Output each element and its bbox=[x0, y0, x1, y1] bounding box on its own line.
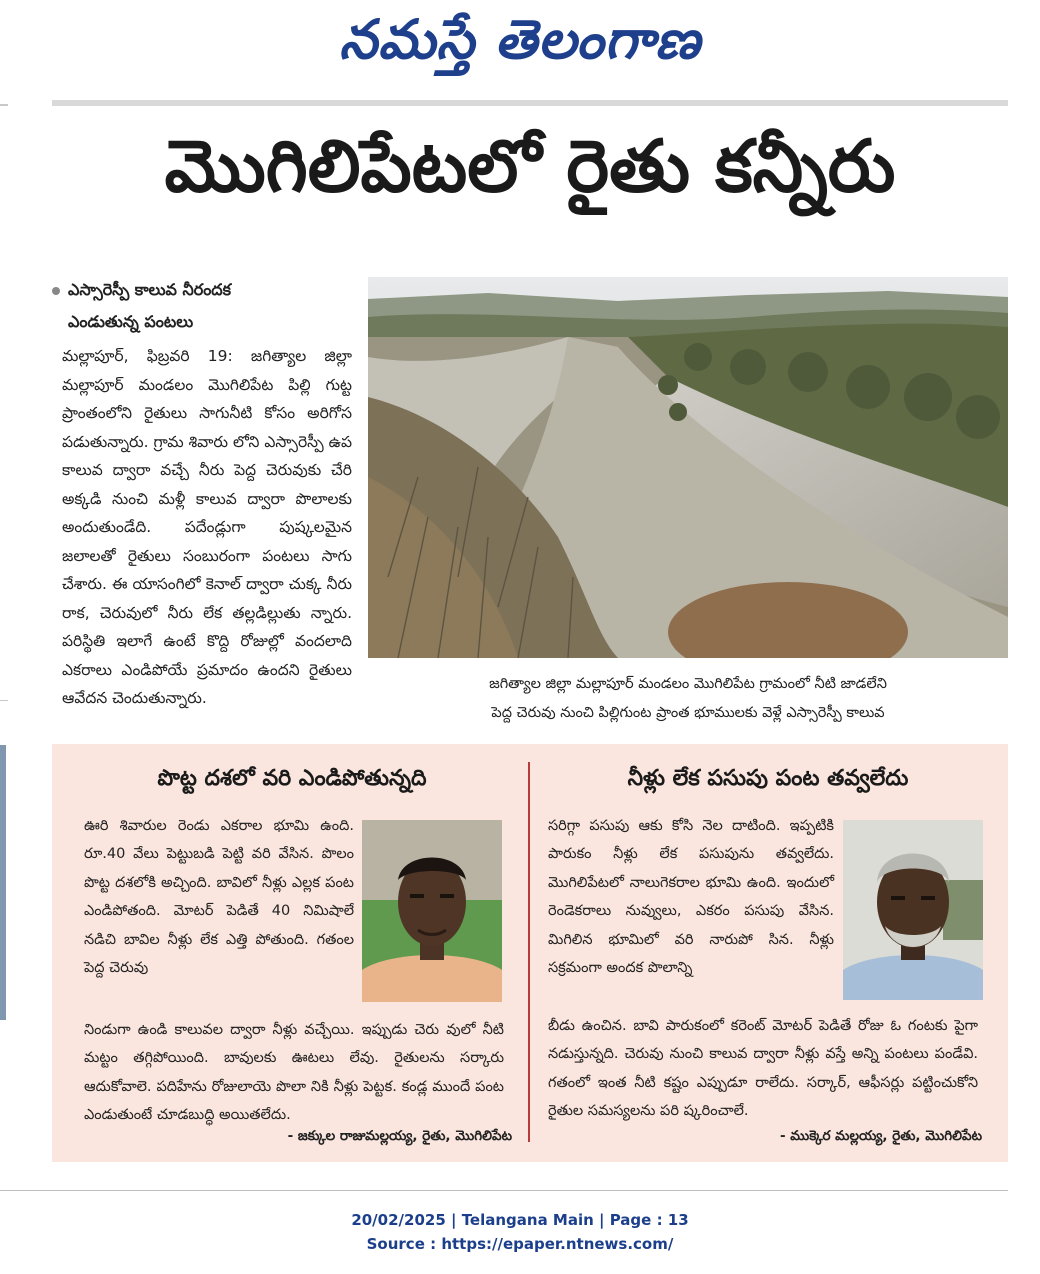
farmer-portrait-left-image bbox=[362, 820, 502, 1002]
right-quote-signature: - ముక్కెర మల్లయ్య, రైతు, మొగిలిపేట bbox=[779, 1128, 982, 1144]
photo-caption bbox=[368, 670, 1008, 728]
farmer-portrait-right bbox=[843, 820, 983, 1000]
edge-photo-fragment bbox=[0, 745, 6, 1020]
right-quote-heading: నీళ్లు లేక పసుపు పంట తవ్వలేదు bbox=[627, 766, 909, 791]
article-subhead bbox=[52, 274, 231, 338]
masthead-divider bbox=[52, 100, 1008, 106]
caption-line-1: జగిత్యాల జిల్లా మల్లాపూర్ మండలం మొగిలిపేట గ్రామంలో నీటి జాడలేని bbox=[489, 676, 887, 692]
farmer-portrait-left bbox=[362, 820, 502, 1002]
newspaper-masthead: నమస్తే తెలంగాణ bbox=[339, 8, 701, 71]
article-headline: మొగిలిపేటలో రైతు కన్నీరు bbox=[164, 124, 896, 208]
dry-canal-image bbox=[368, 277, 1008, 658]
caption-line-2: పెద్ద చెరువు నుంచి పిల్లిగుంట ప్రాంత భూములకు వెళ్లే ఎస్సారెస్పీ కాలువ bbox=[491, 705, 885, 721]
footer-source-link[interactable]: Source : https://epaper.ntnews.com/ bbox=[366, 1235, 674, 1253]
footer-edition-info: 20/02/2025 | Telangana Main | Page : 13 bbox=[351, 1211, 689, 1229]
left-quote-text-bottom: నిండుగా ఉండి కాలువల ద్వారా నీళ్లు వచ్చేయి. ఇప్పుడు చెరు వులో నీటి మట్టం తగ్గిపోయింది. బావులకు ఊటలు లేవు. రైతులను సర్కారు ఆదుకోవాలె. పదిహేను రోజులాయె పొలా నికి నీళ్లు పెట్టక. కండ్ల ముందే పంట ఎండుతుంటే చూడబుద్ధి అయితలేదు. bbox=[84, 1022, 504, 1124]
left-quote-text-top: ఊరి శివారుల రెండు ఎకరాల భూమి ఉంది. రూ.40 వేలు పెట్టుబడి పెట్టి వరి వేసిన. పొలం పొట్ట దశలోకి అచ్చింది. బావిలో నీళ్లు ఎల్లక పంట ఎండిపోతంది. మోటర్ పెడితే 40 నిమిషాలే నడిచి బావిల నీళ్లు లేక ఎత్తి పోతుంది. గతంల పెద్ద చెరువు bbox=[84, 818, 354, 977]
left-quote-signature: - జక్కుల రాజుమల్లయ్య, రైతు, మొగిలిపేట bbox=[287, 1128, 512, 1144]
bullet-icon bbox=[52, 287, 60, 295]
edge-mark bbox=[0, 700, 8, 701]
right-quote-text-top: సరిగ్గా పసుపు ఆకు కోసి నెల దాటింది. ఇప్పటికి పారుకం నీళ్లు లేక పసుపును తవ్వలేదు. మొగిలిపేటలో నాలుగెకరాల భూమి ఉంది. ఇందులో రెండెకరాలు నువ్వులు, ఎకరం పసుపు వేసిన. మిగిలిన భూమిలో వరి నారుపో సిన. నీళ్లు సక్రమంగా అందక పొలాన్ని bbox=[548, 818, 834, 977]
left-quote-heading: పొట్ట దశలో వరి ఎండిపోతున్నది bbox=[157, 766, 427, 791]
footer-divider bbox=[0, 1190, 1008, 1191]
farmer-quotes-box bbox=[52, 744, 1008, 1162]
edge-mark bbox=[0, 104, 8, 106]
farmer-portrait-right-image bbox=[843, 820, 983, 1000]
subhead-line-1: ఎస్సారెస్పీ కాలువ నీరందక bbox=[68, 280, 231, 299]
article-body: మల్లాపూర్, ఫిబ్రవరి 19: జగిత్యాల జిల్లా మల్లాపూర్ మండలం మొగిలిపేట పిల్లి గుట్ట ప్రాంతంలోని రైతులు సాగునీటి కోసం అరిగోస పడుతున్నారు. గ్రామ శివారు లోని ఎస్సారెస్పీ ఉప కాలువ ద్వారా వచ్చే నీరు పెద్ద చెరువుకు చేరి అక్కడి నుంచి మళ్లీ కాలువ ద్వారా పొలాలకు అందుతుండేది. పదేండ్లుగా పుష్కలమైన జలాలతో రైతులు సంబురంగా పంటలు సాగు చేశారు. ఈ యాసంగిలో కెనాల్ ద్వారా చుక్క నీరు రాక, చెరువులో నీరు లేక తల్లడిల్లుతు న్నారు. పరిస్థితి ఇలాగే ఉంటే కొద్ది రోజుల్లో వందలాది ఎకరాలు ఎండిపోయే ప్రమాదం ఉందని రైతులు ఆవేదన చెందుతున్నారు. bbox=[62, 347, 352, 707]
subhead-line-2: ఎండుతున్న పంటలు bbox=[68, 312, 194, 331]
quote-divider bbox=[528, 762, 530, 1142]
right-quote-text-bottom: బీడు ఉంచిన. బావి పారుకంలో కరెంట్ మోటర్ పెడితే రోజు ఓ గంటకు పైగా నడుస్తున్నది. చెరువు నుంచి కాలువ ద్వారా నీళ్లు వస్తే అన్ని పంటలు పండేవి. గతంలో ఇంత నీటి కష్టం ఎప్పుడూ రాలేదు. సర్కార్, ఆఫీసర్లు పట్టించుకోని రైతుల సమస్యలను పరి ష్కరించాలే. bbox=[548, 1018, 978, 1120]
canal-photo bbox=[368, 277, 1008, 658]
